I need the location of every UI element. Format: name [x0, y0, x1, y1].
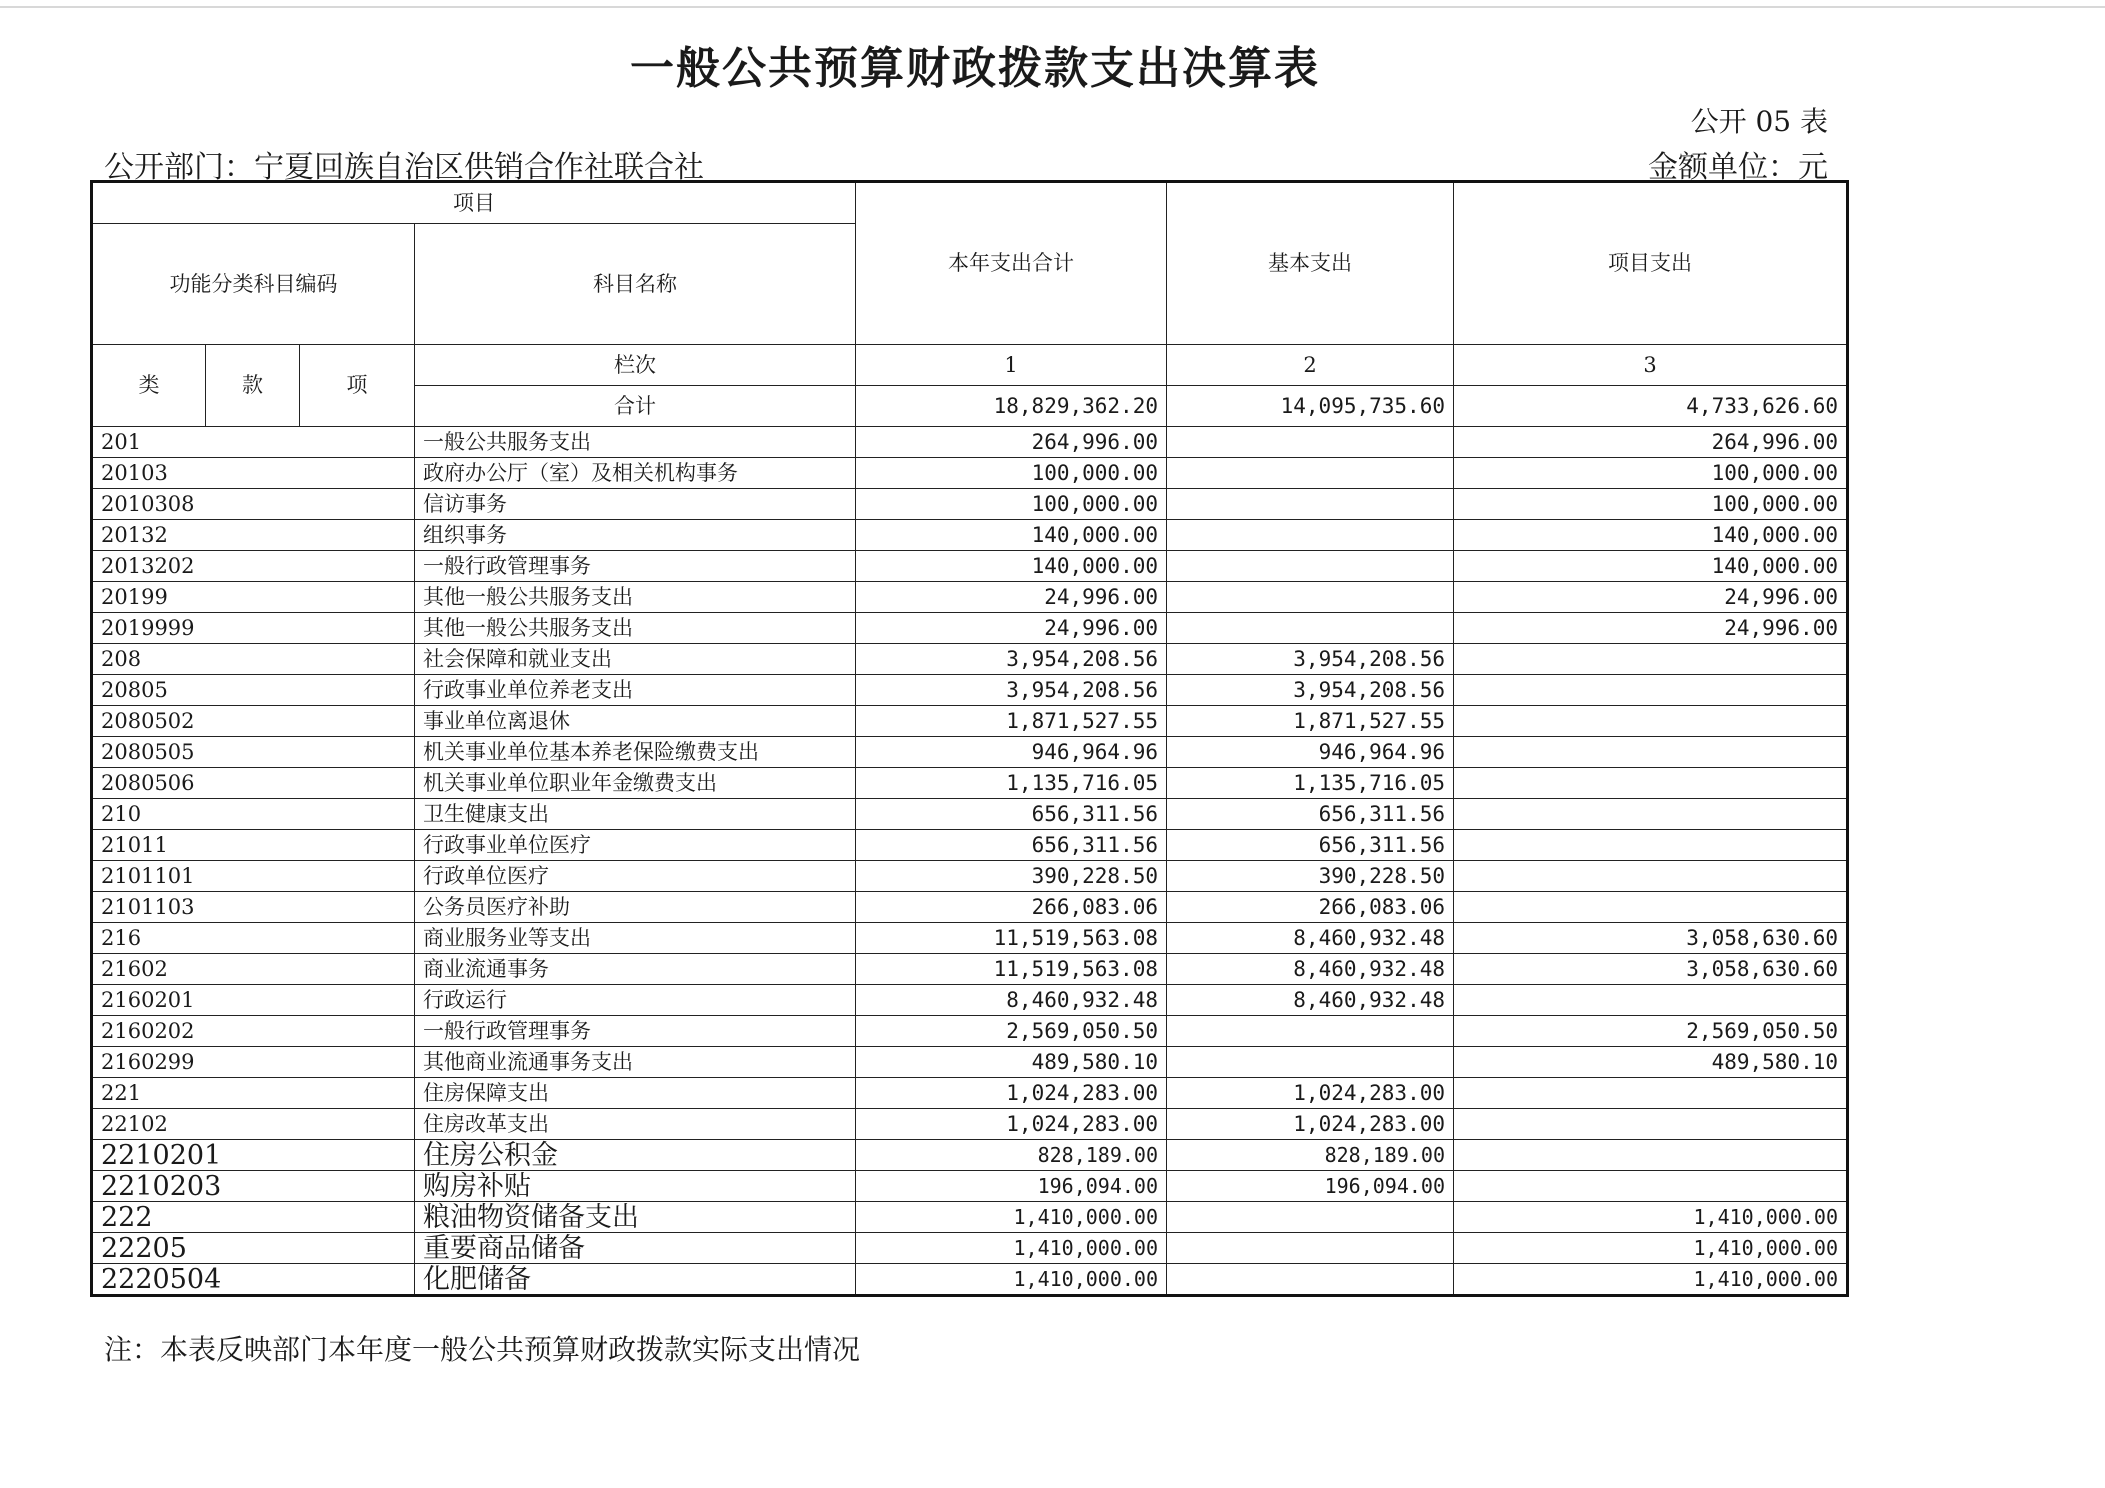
row-total: 140,000.00	[856, 551, 1167, 582]
table-row	[92, 706, 1848, 737]
table-row	[92, 1140, 1848, 1171]
table-row	[92, 768, 1848, 799]
row-total: 1,024,283.00	[856, 1078, 1167, 1109]
header-col-number-3: 3	[1454, 345, 1848, 386]
amount-unit-label: 金额单位：元	[1648, 150, 1828, 185]
row-subject-name: 卫生健康支出	[415, 799, 856, 830]
row-code: 20199	[92, 582, 415, 613]
row-basic: 266,083.06	[1167, 892, 1454, 923]
row-code: 2160201	[92, 985, 415, 1016]
row-code: 22102	[92, 1109, 415, 1140]
header-col-total: 本年支出合计	[856, 182, 1167, 345]
row-basic: 8,460,932.48	[1167, 985, 1454, 1016]
row-code: 2080502	[92, 706, 415, 737]
row-total: 8,460,932.48	[856, 985, 1167, 1016]
row-total: 24,996.00	[856, 582, 1167, 613]
row-total: 266,083.06	[856, 892, 1167, 923]
table-row	[92, 1078, 1848, 1109]
row-project	[1454, 1140, 1848, 1171]
footnote: 注：本表反映部门本年度一般公共预算财政拨款实际支出情况	[104, 1333, 861, 1366]
row-code: 2160202	[92, 1016, 415, 1047]
total-label: 合计	[415, 386, 856, 427]
row-total: 656,311.56	[856, 799, 1167, 830]
total-project-value: 4,733,626.60	[1454, 386, 1848, 427]
table-row	[92, 799, 1848, 830]
row-basic: 1,135,716.05	[1167, 768, 1454, 799]
header-col-project: 项目支出	[1454, 182, 1848, 345]
row-basic	[1167, 458, 1454, 489]
row-total: 24,996.00	[856, 613, 1167, 644]
row-basic: 1,024,283.00	[1167, 1109, 1454, 1140]
row-subject-name: 信访事务	[415, 489, 856, 520]
row-subject-name: 一般行政管理事务	[415, 551, 856, 582]
header-project: 项目	[92, 182, 856, 224]
row-total: 100,000.00	[856, 458, 1167, 489]
row-subject-name: 社会保障和就业支出	[415, 644, 856, 675]
row-project: 140,000.00	[1454, 551, 1848, 582]
row-subject-name: 粮油物资储备支出	[415, 1202, 856, 1233]
row-subject-name: 住房公积金	[415, 1140, 856, 1171]
table-row	[92, 1109, 1848, 1140]
row-project: 264,996.00	[1454, 427, 1848, 458]
total-basic-value: 14,095,735.60	[1167, 386, 1454, 427]
row-project: 3,058,630.60	[1454, 954, 1848, 985]
row-code: 2160299	[92, 1047, 415, 1078]
row-project: 100,000.00	[1454, 489, 1848, 520]
row-code: 2220504	[92, 1264, 415, 1296]
table-row	[92, 861, 1848, 892]
table-row	[92, 520, 1848, 551]
row-code: 221	[92, 1078, 415, 1109]
row-total: 946,964.96	[856, 737, 1167, 768]
row-code: 2080505	[92, 737, 415, 768]
row-total: 656,311.56	[856, 830, 1167, 861]
row-total: 196,094.00	[856, 1171, 1167, 1202]
row-code: 21011	[92, 830, 415, 861]
table-row	[92, 1233, 1848, 1264]
row-project: 24,996.00	[1454, 582, 1848, 613]
row-total: 1,135,716.05	[856, 768, 1167, 799]
row-basic	[1167, 427, 1454, 458]
row-basic	[1167, 1233, 1454, 1264]
row-subject-name: 行政事业单位医疗	[415, 830, 856, 861]
row-total: 1,871,527.55	[856, 706, 1167, 737]
row-code: 210	[92, 799, 415, 830]
row-code: 2019999	[92, 613, 415, 644]
row-basic: 828,189.00	[1167, 1140, 1454, 1171]
row-basic: 656,311.56	[1167, 799, 1454, 830]
row-subject-name: 行政单位医疗	[415, 861, 856, 892]
row-subject-name: 公务员医疗补助	[415, 892, 856, 923]
row-project: 2,569,050.50	[1454, 1016, 1848, 1047]
row-total: 264,996.00	[856, 427, 1167, 458]
row-subject-name: 政府办公厅（室）及相关机构事务	[415, 458, 856, 489]
header-kuan: 款	[206, 345, 300, 427]
row-total: 3,954,208.56	[856, 675, 1167, 706]
row-basic	[1167, 1047, 1454, 1078]
row-basic	[1167, 1016, 1454, 1047]
row-project: 1,410,000.00	[1454, 1233, 1848, 1264]
sheet-number: 公开 05 表	[1690, 105, 1828, 138]
row-code: 20805	[92, 675, 415, 706]
row-total: 1,410,000.00	[856, 1264, 1167, 1296]
table-row	[92, 675, 1848, 706]
row-subject-name: 组织事务	[415, 520, 856, 551]
row-project	[1454, 799, 1848, 830]
table-row	[92, 954, 1848, 985]
row-subject-name: 商业服务业等支出	[415, 923, 856, 954]
row-code: 2010308	[92, 489, 415, 520]
row-code: 2013202	[92, 551, 415, 582]
row-basic	[1167, 489, 1454, 520]
row-basic: 1,024,283.00	[1167, 1078, 1454, 1109]
row-basic: 656,311.56	[1167, 830, 1454, 861]
row-basic	[1167, 1202, 1454, 1233]
header-row-lanci	[92, 345, 1848, 386]
table-row	[92, 427, 1848, 458]
table-row	[92, 582, 1848, 613]
row-total: 1,410,000.00	[856, 1233, 1167, 1264]
table-row	[92, 551, 1848, 582]
table-row	[92, 1202, 1848, 1233]
header-func-code: 功能分类科目编码	[92, 224, 415, 345]
row-basic	[1167, 582, 1454, 613]
row-subject-name: 其他一般公共服务支出	[415, 582, 856, 613]
row-subject-name: 机关事业单位基本养老保险缴费支出	[415, 737, 856, 768]
row-code: 222	[92, 1202, 415, 1233]
row-subject-name: 一般公共服务支出	[415, 427, 856, 458]
row-code: 2210201	[92, 1140, 415, 1171]
row-project: 1,410,000.00	[1454, 1264, 1848, 1296]
header-col-number-1: 1	[856, 345, 1167, 386]
table-row	[92, 923, 1848, 954]
row-project: 140,000.00	[1454, 520, 1848, 551]
row-total: 140,000.00	[856, 520, 1167, 551]
department-label: 公开部门：宁夏回族自治区供销合作社联合社	[104, 150, 704, 185]
total-all-value: 18,829,362.20	[856, 386, 1167, 427]
row-subject-name: 购房补贴	[415, 1171, 856, 1202]
row-project	[1454, 892, 1848, 923]
row-project: 24,996.00	[1454, 613, 1848, 644]
row-project	[1454, 1078, 1848, 1109]
row-code: 20132	[92, 520, 415, 551]
page-title: 一般公共预算财政拨款支出决算表	[630, 43, 1320, 94]
row-code: 2101101	[92, 861, 415, 892]
row-subject-name: 化肥储备	[415, 1264, 856, 1296]
table-row	[92, 1047, 1848, 1078]
header-lanci: 栏次	[415, 345, 856, 386]
row-code: 216	[92, 923, 415, 954]
table-row	[92, 613, 1848, 644]
row-project	[1454, 768, 1848, 799]
table-row	[92, 458, 1848, 489]
row-code: 2210203	[92, 1171, 415, 1202]
row-project	[1454, 644, 1848, 675]
row-total: 390,228.50	[856, 861, 1167, 892]
table-row	[92, 985, 1848, 1016]
row-project: 1,410,000.00	[1454, 1202, 1848, 1233]
row-subject-name: 行政事业单位养老支出	[415, 675, 856, 706]
row-subject-name: 行政运行	[415, 985, 856, 1016]
header-xiang: 项	[300, 345, 415, 427]
row-total: 11,519,563.08	[856, 923, 1167, 954]
row-basic	[1167, 520, 1454, 551]
scan-edge-line	[0, 6, 2105, 8]
table-row	[92, 737, 1848, 768]
row-project	[1454, 706, 1848, 737]
header-row-project	[92, 182, 1848, 224]
row-total: 100,000.00	[856, 489, 1167, 520]
row-total: 2,569,050.50	[856, 1016, 1167, 1047]
row-total: 828,189.00	[856, 1140, 1167, 1171]
row-project	[1454, 830, 1848, 861]
row-code: 2080506	[92, 768, 415, 799]
row-code: 208	[92, 644, 415, 675]
header-lei: 类	[92, 345, 206, 427]
row-project	[1454, 1171, 1848, 1202]
row-basic	[1167, 613, 1454, 644]
row-total: 3,954,208.56	[856, 644, 1167, 675]
row-total: 1,024,283.00	[856, 1109, 1167, 1140]
row-project: 3,058,630.60	[1454, 923, 1848, 954]
row-total: 489,580.10	[856, 1047, 1167, 1078]
row-subject-name: 一般行政管理事务	[415, 1016, 856, 1047]
row-basic: 3,954,208.56	[1167, 675, 1454, 706]
row-subject-name: 其他一般公共服务支出	[415, 613, 856, 644]
row-subject-name: 住房保障支出	[415, 1078, 856, 1109]
row-basic: 1,871,527.55	[1167, 706, 1454, 737]
header-col-basic: 基本支出	[1167, 182, 1454, 345]
row-subject-name: 住房改革支出	[415, 1109, 856, 1140]
table-row	[92, 644, 1848, 675]
row-project	[1454, 985, 1848, 1016]
row-basic: 946,964.96	[1167, 737, 1454, 768]
row-basic	[1167, 1264, 1454, 1296]
row-project	[1454, 1109, 1848, 1140]
table-row	[92, 892, 1848, 923]
row-subject-name: 商业流通事务	[415, 954, 856, 985]
row-total: 11,519,563.08	[856, 954, 1167, 985]
row-project	[1454, 737, 1848, 768]
row-basic: 196,094.00	[1167, 1171, 1454, 1202]
row-code: 21602	[92, 954, 415, 985]
row-project: 489,580.10	[1454, 1047, 1848, 1078]
row-code: 2101103	[92, 892, 415, 923]
row-project	[1454, 861, 1848, 892]
row-basic: 3,954,208.56	[1167, 644, 1454, 675]
row-code: 22205	[92, 1233, 415, 1264]
row-code: 201	[92, 427, 415, 458]
row-project	[1454, 675, 1848, 706]
row-code: 20103	[92, 458, 415, 489]
header-subject-name: 科目名称	[415, 224, 856, 345]
table-row	[92, 1016, 1848, 1047]
row-basic: 390,228.50	[1167, 861, 1454, 892]
table-row	[92, 830, 1848, 861]
row-subject-name: 其他商业流通事务支出	[415, 1047, 856, 1078]
row-subject-name: 重要商品储备	[415, 1233, 856, 1264]
row-basic: 8,460,932.48	[1167, 923, 1454, 954]
table-row	[92, 489, 1848, 520]
row-project: 100,000.00	[1454, 458, 1848, 489]
row-basic: 8,460,932.48	[1167, 954, 1454, 985]
budget-table	[90, 180, 1849, 1297]
row-total: 1,410,000.00	[856, 1202, 1167, 1233]
row-subject-name: 事业单位离退休	[415, 706, 856, 737]
table-row	[92, 1171, 1848, 1202]
header-col-number-2: 2	[1167, 345, 1454, 386]
table-row	[92, 1264, 1848, 1296]
row-subject-name: 机关事业单位职业年金缴费支出	[415, 768, 856, 799]
row-basic	[1167, 551, 1454, 582]
